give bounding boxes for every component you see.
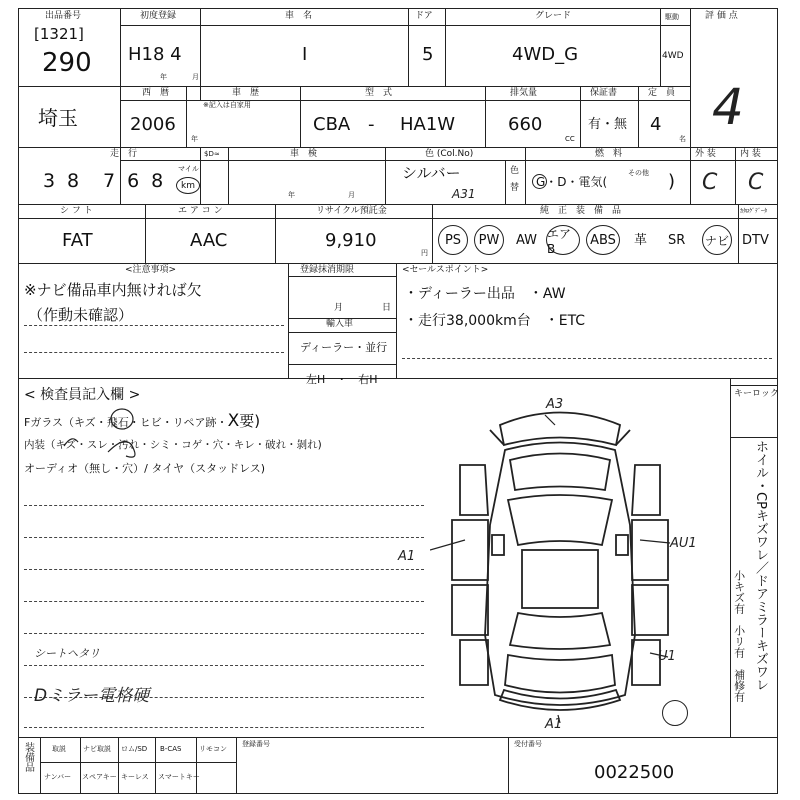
mileage-label: 走 行	[110, 149, 138, 159]
equipment-dtv: DTV	[742, 233, 769, 248]
exterior-grade: C	[702, 170, 718, 195]
ac-label: エ ア コ ン	[178, 206, 223, 216]
model-dash: -	[368, 114, 375, 135]
inspection-label: 車 検	[290, 149, 318, 159]
equipment-leather: 革	[634, 233, 648, 248]
model-code: HA1W	[400, 114, 456, 135]
year-value: 2006	[130, 114, 176, 135]
mile-label: マイル	[178, 165, 199, 173]
equipment-sr: SR	[668, 233, 686, 248]
audio-tire-line: オーディオ（無し・穴）/ タイヤ（スタッドレス)	[24, 462, 266, 475]
sales-label: <セールスポイント>	[402, 265, 489, 275]
region: 埼玉	[38, 106, 78, 130]
acc-item: スマートキー	[158, 773, 200, 781]
capacity-label: 定 員	[648, 88, 676, 98]
windshield-text: Fガラス（キズ・飛石・ヒビ・リペア跡・	[24, 416, 228, 429]
score-value: 4	[712, 78, 744, 136]
keylock-label: キーロック	[734, 389, 779, 399]
dealer-parallel: ディーラー・並行	[300, 341, 388, 354]
fuel-value: G・D・電気(	[536, 175, 608, 189]
displacement-label: 排気量	[510, 88, 538, 98]
fuel-other: その他	[628, 169, 649, 177]
windshield-x: X	[227, 411, 240, 431]
capacity-value: 4	[650, 114, 662, 135]
acc-item: ロム/SD	[121, 745, 148, 753]
interior-damage-line: 内装（キズ・スレ・汚れ・シミ・コゲ・穴・キレ・破れ・剝れ)	[24, 439, 322, 451]
yen-unit: 円	[421, 249, 428, 257]
door-label: ドア	[415, 11, 433, 21]
fuel-close: )	[668, 171, 676, 192]
color-value: シルバー	[402, 164, 461, 182]
first-reg-label: 初度登録	[140, 11, 177, 21]
cc-unit: CC	[565, 135, 575, 143]
car-name-label: 車 名	[285, 11, 313, 21]
chassis-note: ※記入は自家用	[203, 101, 251, 109]
reception-number: 0022500	[594, 762, 675, 783]
import-label: 輸入車	[326, 319, 354, 329]
sdm-label: $D≈	[204, 150, 220, 158]
year-nen: 年	[191, 135, 198, 143]
lot-number: 290	[42, 48, 92, 78]
inspection-title: < 検査員記入欄 >	[24, 387, 141, 403]
grade: 4WD_G	[512, 44, 579, 65]
equipment-aw: AW	[516, 233, 538, 248]
steering-side: 左H ・ 右H	[306, 373, 378, 386]
equipment-label-text: エアB	[547, 226, 572, 256]
year-label: 西 暦	[142, 88, 170, 98]
mark-au1: AU1	[670, 536, 697, 551]
caution-line1: ※ナビ備品車内無ければ欠	[24, 281, 202, 299]
km-label: km	[181, 180, 195, 191]
interior-label: 内 装	[740, 149, 761, 159]
drive-value: 4WD	[662, 51, 684, 61]
reg-number-label: 登録番号	[242, 740, 270, 748]
equipment-label: 純 正 装 備 品	[540, 206, 622, 216]
car-name: I	[302, 44, 308, 65]
handwritten-seat: シートヘタリ	[34, 647, 100, 660]
mark-a1-left: A1	[398, 549, 416, 564]
shift-value: FAT	[62, 230, 93, 251]
equipment-label-text: ナビ	[704, 233, 729, 248]
color-code: A31	[452, 187, 476, 201]
color-change-label: 色	[510, 166, 520, 176]
shift-label: シ フ ト	[60, 206, 93, 216]
color-change-label2: 替	[510, 183, 520, 193]
grade-label: グレード	[535, 11, 572, 21]
model-prefix: CBA	[313, 114, 351, 135]
recycle-value: 9,910	[325, 230, 377, 251]
acc-item: ナビ取説	[83, 745, 111, 753]
odometer-digit: 6	[127, 170, 140, 192]
acc-item: B-CAS	[160, 745, 182, 753]
equipment-label-text: PW	[478, 232, 500, 248]
doors: 5	[422, 44, 434, 65]
insp-tsuki: 月	[348, 191, 355, 199]
side-column2: 小キズ有 小リ有 補修有	[732, 570, 746, 702]
lot-label: 出品番号	[45, 11, 82, 21]
acc-item: 取説	[52, 745, 66, 753]
drive-label: 駆動	[665, 13, 679, 21]
model-label: 型 式	[365, 88, 393, 98]
odometer-digit: 3	[42, 170, 56, 192]
equipment-label-text: ABS	[590, 232, 616, 248]
lot-bracket: [1321]	[34, 25, 84, 43]
warranty-label: 保証書	[590, 88, 618, 98]
mark-u1: U1	[658, 649, 676, 664]
displacement-value: 660	[508, 114, 543, 135]
mark-a1-bottom: A1	[545, 717, 563, 732]
sales-line2: ・走行38,000km台 ・ETC	[404, 313, 586, 329]
spare-tire-circle	[662, 700, 688, 726]
expiry-hi: 日	[382, 303, 392, 313]
handwritten-mirror: Dミラー電格硬	[34, 686, 150, 706]
fuel-label: 燃 料	[595, 149, 623, 159]
windshield-required: 要)	[239, 412, 261, 430]
warranty-value: 有・無	[588, 117, 628, 132]
color-label: 色 (Col.No)	[425, 149, 474, 159]
side-column1: ホイル・CPキズワレ／ドアミラーキズワレ	[752, 440, 768, 691]
recycle-label: リサイクル預託金	[316, 206, 387, 216]
odometer-digit: 8	[67, 170, 80, 192]
acc-item: スペアキー	[82, 773, 117, 781]
reception-label: 受付番号	[514, 740, 542, 748]
accessories-label: 装備品	[22, 742, 34, 772]
mark-a3: A3	[546, 397, 564, 412]
acc-item: キーレス	[121, 773, 149, 781]
exterior-label: 外 装	[695, 149, 716, 159]
interior-grade: C	[748, 170, 764, 195]
odometer-digit: 7	[103, 170, 116, 192]
tsuki-mark: 月	[192, 73, 199, 81]
insp-nen: 年	[288, 191, 295, 199]
car-diagram	[430, 395, 690, 725]
sales-line1: ・ディーラー出品 ・AW	[404, 286, 566, 302]
first-reg-value: H18 4	[128, 44, 182, 65]
acc-item: リモコン	[199, 745, 227, 753]
caution-line2: （作動未確認）	[28, 306, 134, 324]
expiry-tsuki: 月	[334, 303, 344, 313]
odometer-digit: 8	[151, 170, 164, 192]
caution-label: <注意事項>	[125, 265, 177, 275]
catalog-label: ｶﾀﾛｸﾞﾃﾞｰﾀ	[740, 208, 768, 215]
score-label: 評 価 点	[705, 11, 738, 21]
nen-mark: 年	[160, 73, 167, 81]
expiry-label: 登録抹消期限	[300, 265, 355, 275]
acc-item: ナンバー	[44, 773, 72, 781]
chassis-label: 車 歴	[232, 88, 260, 98]
ac-value: AAC	[190, 230, 228, 251]
equipment-label-text: PS	[444, 232, 462, 248]
capacity-unit: 名	[679, 135, 686, 143]
